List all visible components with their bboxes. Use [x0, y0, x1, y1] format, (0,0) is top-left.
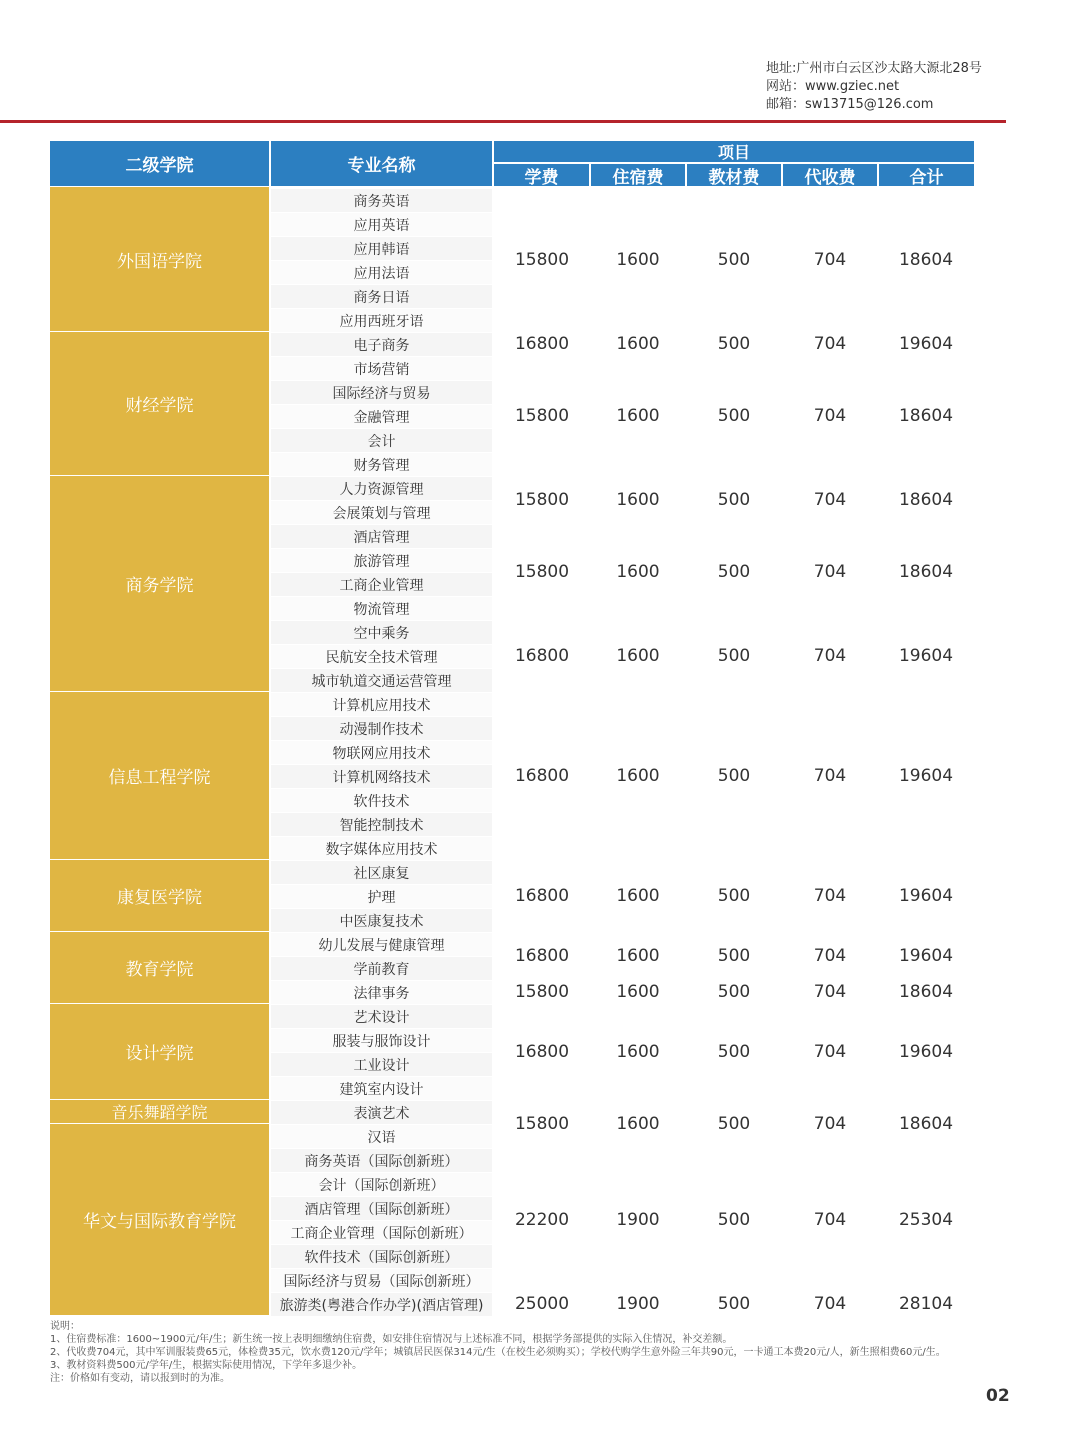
fee-agency-cell: 704	[813, 1210, 847, 1230]
note-line: 1、住宿费标准：1600~1900元/年/生；新生统一按上表明细缴纳住宿费，如安排住宿情况与上述标准不同，根据学务部提供的实际入住情况，补交差额。	[50, 1334, 733, 1345]
fee-tuition-cell: 16800	[514, 646, 570, 666]
major-cell: 智能控制技术	[271, 813, 492, 836]
fee-dorm-cell: 1600	[616, 406, 660, 426]
fee-tuition-cell: 16800	[514, 334, 570, 354]
notes-title: 说明：	[50, 1321, 80, 1332]
fee-tuition-cell: 15800	[514, 250, 570, 270]
fee-tuition-cell: 16800	[514, 946, 570, 966]
fee-dorm-cell: 1900	[616, 1210, 660, 1230]
major-cell: 民航安全技术管理	[271, 645, 492, 668]
page-number: 02	[986, 1386, 1010, 1406]
website-text: 网站：www.gziec.net	[766, 79, 900, 94]
college-cell: 财经学院	[50, 332, 269, 475]
header-tuition: 学费	[494, 164, 589, 186]
fee-dorm-cell: 1600	[616, 766, 660, 786]
major-cell: 社区康复	[271, 861, 492, 884]
major-cell: 中医康复技术	[271, 909, 492, 932]
major-cell: 幼儿发展与健康管理	[271, 933, 492, 956]
fee-total-cell: 28104	[898, 1294, 954, 1314]
major-cell: 计算机网络技术	[271, 765, 492, 788]
fee-dorm-cell: 1600	[616, 334, 660, 354]
major-cell: 艺术设计	[271, 1005, 492, 1028]
major-cell: 物联网应用技术	[271, 741, 492, 764]
header-divider	[0, 120, 1006, 123]
fee-books-cell: 500	[717, 334, 751, 354]
fee-books-cell: 500	[717, 406, 751, 426]
fee-tuition-cell: 15800	[514, 406, 570, 426]
fee-books-cell: 500	[717, 1294, 751, 1314]
college-cell: 信息工程学院	[50, 692, 269, 859]
note-line: 3、教材资料费500元/学年/生，根据实际使用情况，下学年多退少补。	[50, 1360, 363, 1371]
fee-tuition-cell: 15800	[514, 490, 570, 510]
major-cell: 计算机应用技术	[271, 693, 492, 716]
major-cell: 工商企业管理	[271, 573, 492, 596]
college-cell: 康复医学院	[50, 860, 269, 931]
fee-total-cell: 18604	[898, 982, 954, 1002]
fee-agency-cell: 704	[813, 1294, 847, 1314]
fee-dorm-cell: 1600	[616, 250, 660, 270]
fee-total-cell: 19604	[898, 1042, 954, 1062]
fee-books-cell: 500	[717, 982, 751, 1002]
notes	[50, 1320, 946, 1385]
fee-agency-cell: 704	[813, 406, 847, 426]
fee-total-cell: 19604	[898, 766, 954, 786]
fee-books-cell: 500	[717, 1042, 751, 1062]
header-agency: 代收费	[783, 164, 877, 186]
major-cell: 动漫制作技术	[271, 717, 492, 740]
college-cell: 设计学院	[50, 1004, 269, 1099]
header-project: 项目	[494, 141, 974, 162]
fee-tuition-cell: 15800	[514, 562, 570, 582]
fee-dorm-cell: 1600	[616, 490, 660, 510]
fee-dorm-cell: 1600	[616, 1114, 660, 1134]
note-line: 注：价格如有变动，请以报到时的为准。	[50, 1373, 230, 1384]
fee-books-cell: 500	[717, 766, 751, 786]
college-cell: 华文与国际教育学院	[50, 1124, 269, 1315]
major-cell: 国际经济与贸易（国际创新班）	[271, 1269, 492, 1292]
major-cell: 市场营销	[271, 357, 492, 380]
major-cell: 学前教育	[271, 957, 492, 980]
fee-tuition-cell: 16800	[514, 1042, 570, 1062]
fee-dorm-cell: 1600	[616, 562, 660, 582]
fee-total-cell: 18604	[898, 490, 954, 510]
fee-agency-cell: 704	[813, 946, 847, 966]
college-cell: 商务学院	[50, 476, 269, 691]
major-cell: 人力资源管理	[271, 477, 492, 500]
fee-total-cell: 19604	[898, 334, 954, 354]
fee-books-cell: 500	[717, 646, 751, 666]
major-cell: 应用韩语	[271, 237, 492, 260]
fee-agency-cell: 704	[813, 334, 847, 354]
fee-tuition-cell: 16800	[514, 886, 570, 906]
address-text: 地址:广州市白云区沙太路大源北28号	[766, 61, 982, 76]
contact-info	[766, 60, 982, 114]
fee-tuition-cell: 15800	[514, 982, 570, 1002]
note-line: 2、代收费704元，其中军训服装费65元，体检费35元，饮水费120元/学年；城镇居民医保314元/生（在校生必须购买）；学校代购学生意外险三年共90元，一卡通工本费20元/人，新生照相费60元/生。	[50, 1347, 946, 1358]
fee-tuition-cell: 16800	[514, 766, 570, 786]
major-cell: 电子商务	[271, 333, 492, 356]
fee-agency-cell: 704	[813, 766, 847, 786]
major-cell: 护理	[271, 885, 492, 908]
fee-total-cell: 19604	[898, 646, 954, 666]
fee-tuition-cell: 25000	[514, 1294, 570, 1314]
fee-total-cell: 18604	[898, 406, 954, 426]
major-cell: 法律事务	[271, 981, 492, 1004]
major-cell: 商务日语	[271, 285, 492, 308]
major-cell: 商务英语（国际创新班）	[271, 1149, 492, 1172]
major-cell: 会展策划与管理	[271, 501, 492, 524]
college-cell: 教育学院	[50, 932, 269, 1003]
major-cell: 软件技术	[271, 789, 492, 812]
fee-books-cell: 500	[717, 490, 751, 510]
fee-agency-cell: 704	[813, 982, 847, 1002]
fee-books-cell: 500	[717, 1210, 751, 1230]
major-cell: 旅游管理	[271, 549, 492, 572]
fee-agency-cell: 704	[813, 1114, 847, 1134]
major-cell: 会计（国际创新班）	[271, 1173, 492, 1196]
fee-dorm-cell: 1600	[616, 886, 660, 906]
fee-total-cell: 25304	[898, 1210, 954, 1230]
fee-agency-cell: 704	[813, 490, 847, 510]
header-major: 专业名称	[271, 141, 492, 186]
fee-dorm-cell: 1600	[616, 946, 660, 966]
fee-total-cell: 18604	[898, 1114, 954, 1134]
major-cell: 应用法语	[271, 261, 492, 284]
fee-total-cell: 19604	[898, 886, 954, 906]
fee-books-cell: 500	[717, 886, 751, 906]
major-cell: 旅游类(粤港合作办学)(酒店管理)	[271, 1293, 492, 1316]
major-cell: 汉语	[271, 1125, 492, 1148]
major-cell: 会计	[271, 429, 492, 452]
fee-total-cell: 19604	[898, 946, 954, 966]
fee-books-cell: 500	[717, 946, 751, 966]
fee-tuition-cell: 22200	[514, 1210, 570, 1230]
major-cell: 财务管理	[271, 453, 492, 476]
fee-agency-cell: 704	[813, 886, 847, 906]
fee-dorm-cell: 1900	[616, 1294, 660, 1314]
major-cell: 国际经济与贸易	[271, 381, 492, 404]
major-cell: 软件技术（国际创新班）	[271, 1245, 492, 1268]
email-text: 邮箱：sw13715@126.com	[766, 97, 934, 112]
fee-agency-cell: 704	[813, 562, 847, 582]
major-cell: 建筑室内设计	[271, 1077, 492, 1100]
header-total: 合计	[879, 164, 974, 186]
major-cell: 服装与服饰设计	[271, 1029, 492, 1052]
major-cell: 空中乘务	[271, 621, 492, 644]
major-cell: 物流管理	[271, 597, 492, 620]
fee-total-cell: 18604	[898, 250, 954, 270]
fee-agency-cell: 704	[813, 646, 847, 666]
major-cell: 应用英语	[271, 213, 492, 236]
major-cell: 商务英语	[271, 189, 492, 212]
header-dorm: 住宿费	[591, 164, 685, 186]
major-cell: 工业设计	[271, 1053, 492, 1076]
fee-books-cell: 500	[717, 250, 751, 270]
fee-tuition-cell: 15800	[514, 1114, 570, 1134]
fee-books-cell: 500	[717, 1114, 751, 1134]
major-cell: 城市轨道交通运营管理	[271, 669, 492, 692]
fee-dorm-cell: 1600	[616, 982, 660, 1002]
fee-total-cell: 18604	[898, 562, 954, 582]
major-cell: 酒店管理（国际创新班）	[271, 1197, 492, 1220]
fee-agency-cell: 704	[813, 250, 847, 270]
major-cell: 表演艺术	[271, 1101, 492, 1124]
header-books: 教材费	[687, 164, 781, 186]
fee-dorm-cell: 1600	[616, 1042, 660, 1062]
major-cell: 金融管理	[271, 405, 492, 428]
college-cell: 外国语学院	[50, 187, 269, 331]
fee-agency-cell: 704	[813, 1042, 847, 1062]
fee-books-cell: 500	[717, 562, 751, 582]
fee-dorm-cell: 1600	[616, 646, 660, 666]
college-cell: 音乐舞蹈学院	[50, 1100, 269, 1123]
major-cell: 数字媒体应用技术	[271, 837, 492, 860]
major-cell: 应用西班牙语	[271, 309, 492, 332]
header-college: 二级学院	[50, 141, 269, 186]
major-cell: 酒店管理	[271, 525, 492, 548]
major-cell: 工商企业管理（国际创新班）	[271, 1221, 492, 1244]
